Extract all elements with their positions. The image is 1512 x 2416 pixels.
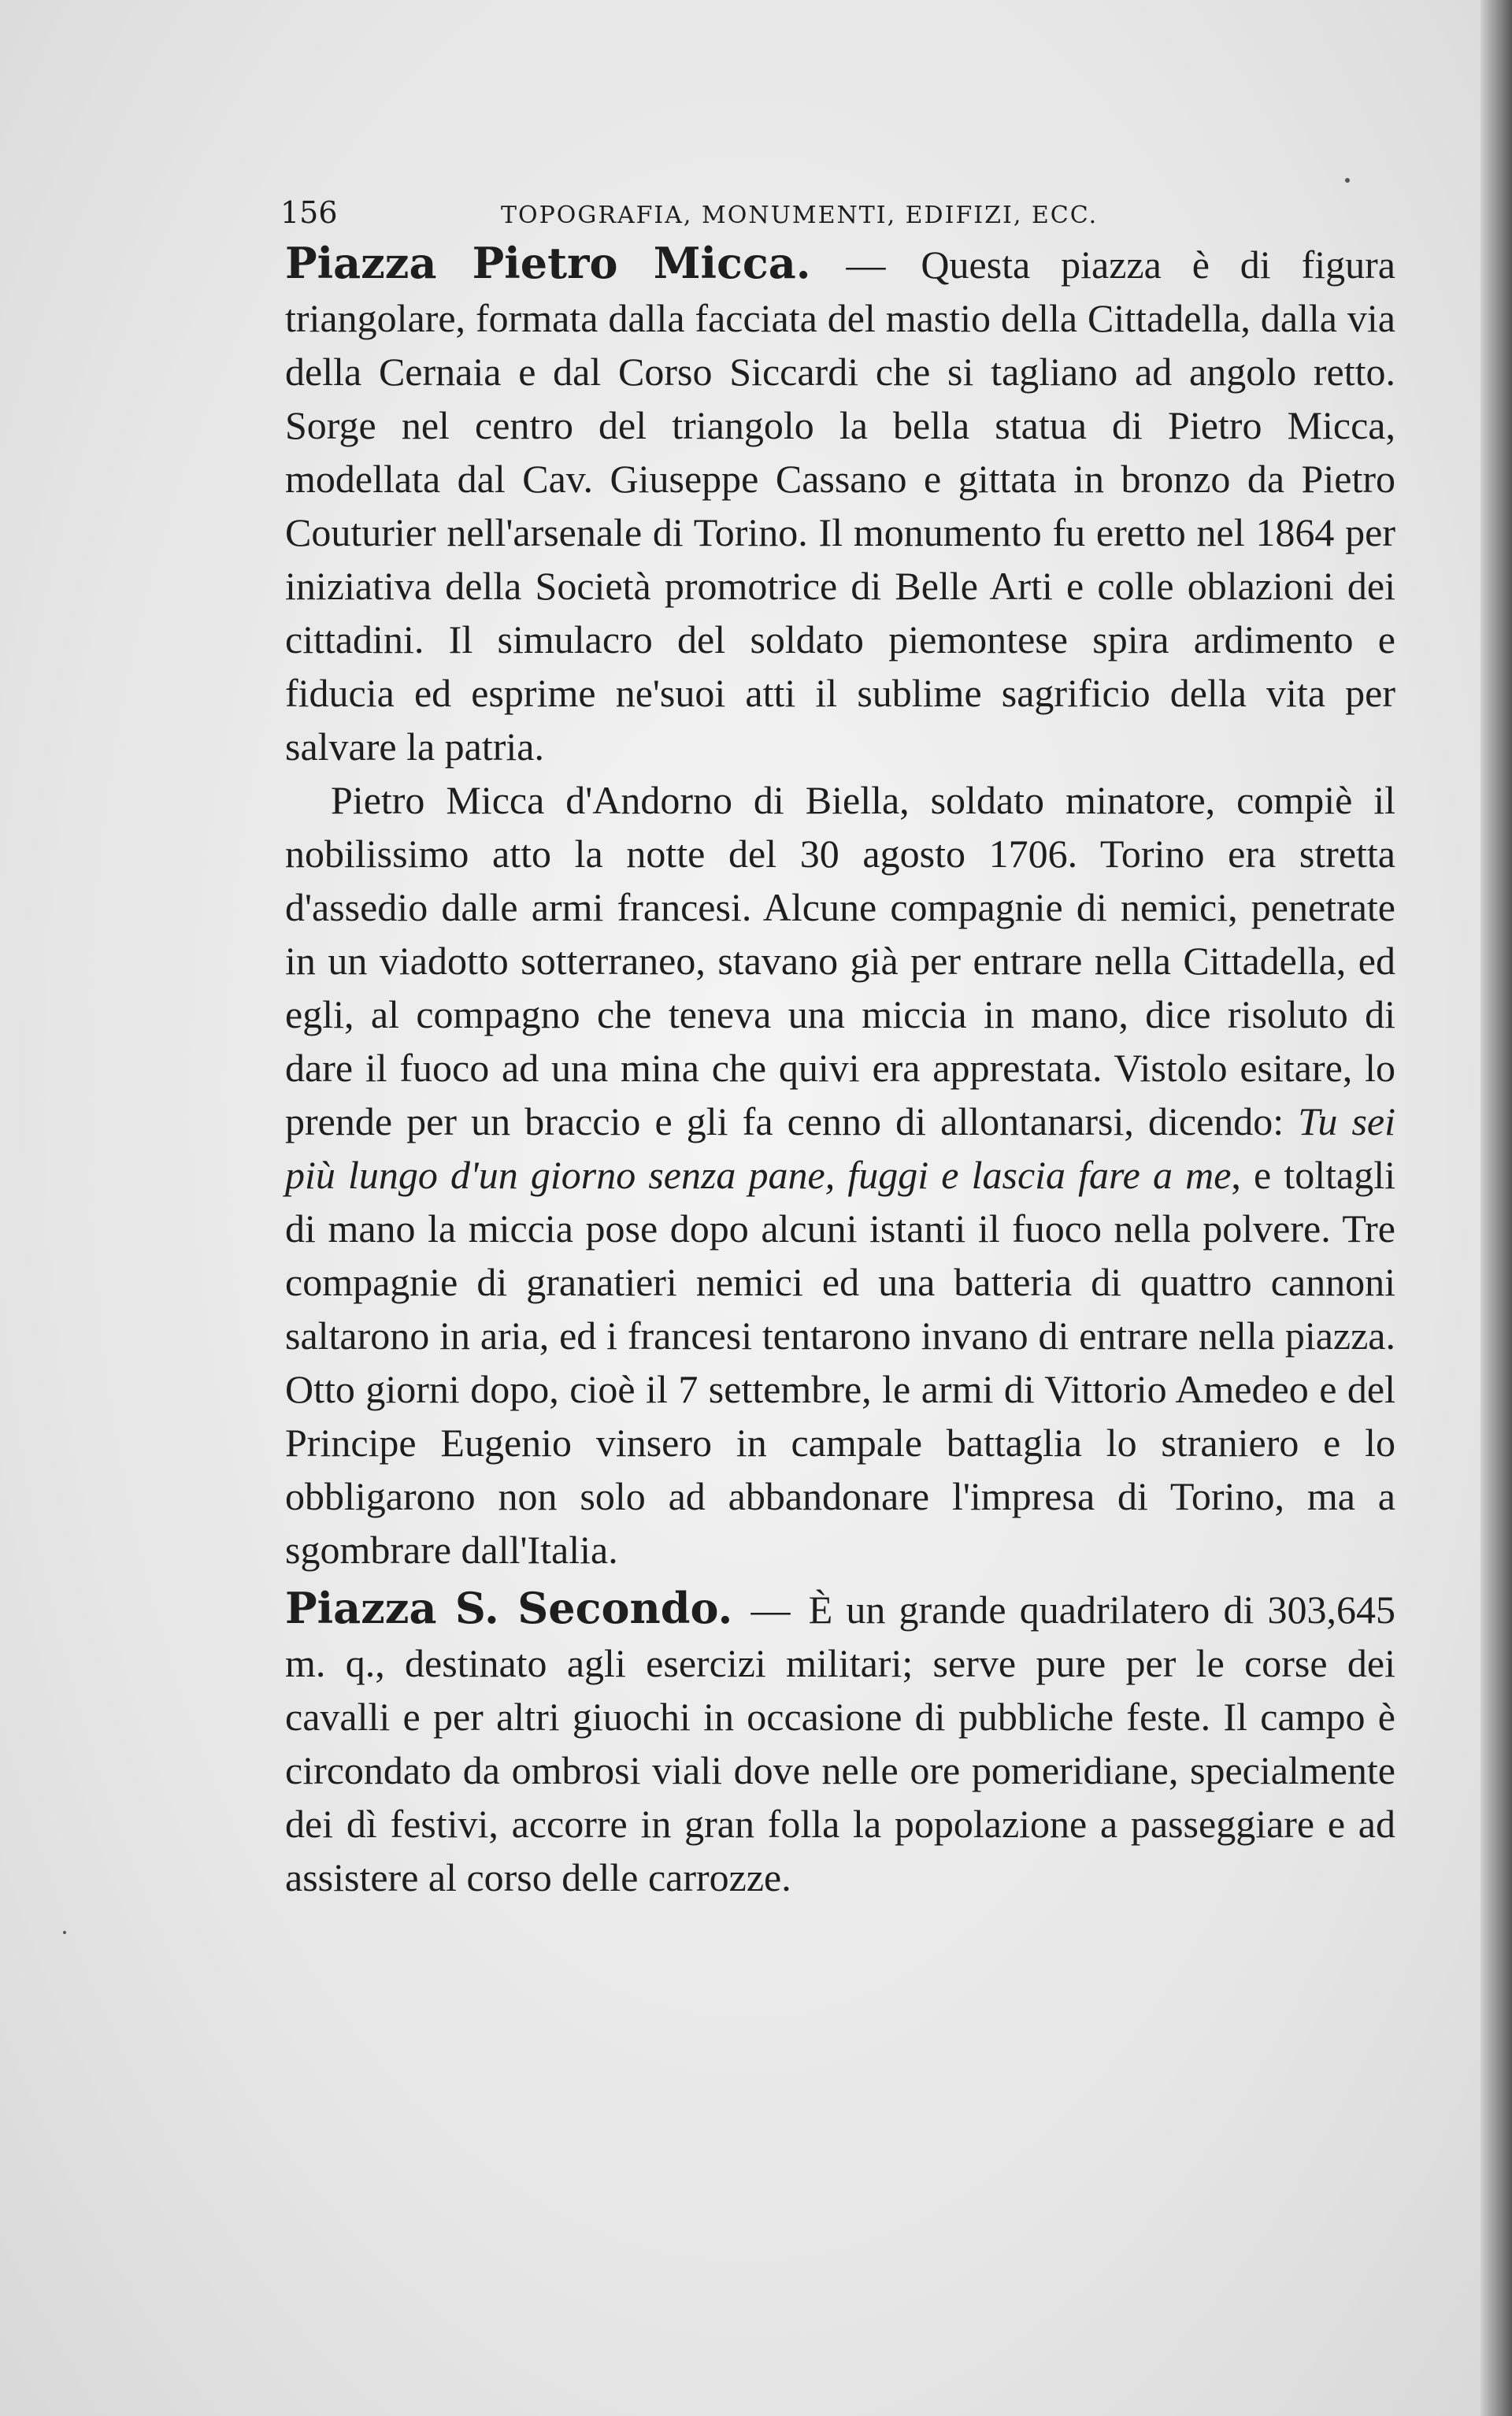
em-dash: — <box>846 243 886 287</box>
page-number: 156 <box>280 195 338 230</box>
em-dash: — <box>750 1588 791 1632</box>
quotation: Tu sei più lungo d'un giorno senza pane, fuggi e lascia fare a me <box>285 1099 1396 1197</box>
running-head-title: TOPOGRAFIA, MONUMENTI, EDIFIZI, ECC. <box>501 202 1099 229</box>
section-title: Piazza Pietro Micca. <box>285 238 811 288</box>
ink-speck <box>63 1931 66 1934</box>
paragraph-text: Pietro Micca d'Andorno di Biella, soldato minatore, compiè il nobilissimo atto la notte del 30 agosto 1706. Torino era stretta d'assedio dalle armi francesi. Alcune compagnie di nemici, penetrate in un viadotto sotterraneo, stavano già per entrare nella Cittadella, ed egli, al compagno che teneva una miccia in mano, dice risoluto di dare il fuoco ad una mina che quivi era apprestata. Vistolo esitare, lo prende per un braccio e gli fa cenno di allontanarsi, dicendo: <box>285 778 1395 1143</box>
paragraph <box>285 236 1395 773</box>
ink-speck <box>1345 178 1350 183</box>
paragraph-text: È un grande quadrilatero di 303,645 m. q., destinato agli esercizi militari; serve pure per le corse dei cavalli e per altri giuochi in occasione di pubbliche feste. Il campo è circondato da ombrosi viali dove nelle ore pomeridiane, specialmente dei dì festivi, accorre in gran folla la popolazione a passeggiare e ad assistere al corso delle carrozze. <box>285 1588 1396 1899</box>
section-piazza-s-secondo <box>285 1581 1395 1904</box>
section-piazza-pietro-micca <box>285 236 1395 1577</box>
paragraph <box>285 773 1395 1577</box>
paragraph-text: Questa piazza è di figura triangolare, formata dalla facciata del mastio della Cittadella, dalla via della Cernaia e dal Corso Siccardi che si tagliano ad angolo retto. Sorge nel centro del triangolo la bella statua di Pietro Micca, modellata dal Cav. Giuseppe Cassano e gittata in bronzo da Pietro Couturier nell'arsenale di Torino. Il monumento fu eretto nel 1864 per iniziativa della Società promotrice di Belle Arti e colle oblazioni dei cittadini. Il simulacro del soldato piemontese spira ardimento e fiducia ed esprime ne'suoi atti il sublime sagrificio della vita per salvare la patria. <box>285 243 1395 769</box>
paragraph <box>285 1581 1395 1904</box>
page-edge-shadow <box>1480 0 1512 2416</box>
section-title: Piazza S. Secondo. <box>285 1583 733 1633</box>
running-head <box>280 195 1397 239</box>
paragraph-text: , e toltagli di mano la miccia pose dopo alcuni istanti il fuoco nella polvere. Tre compagnie di granatieri nemici ed una batteria di quattro cannoni saltarono in aria, ed i francesi tentarono invano di entrare nella piazza. Otto giorni dopo, cioè il 7 settembre, le armi di Vittorio Amedeo e del Principe Eugenio vinsero in campale battaglia lo straniero e lo obbligarono non solo ad abbandonare l'impresa di Torino, ma a sgombrare dall'Italia. <box>285 1153 1395 1572</box>
body-text <box>285 236 1395 1909</box>
